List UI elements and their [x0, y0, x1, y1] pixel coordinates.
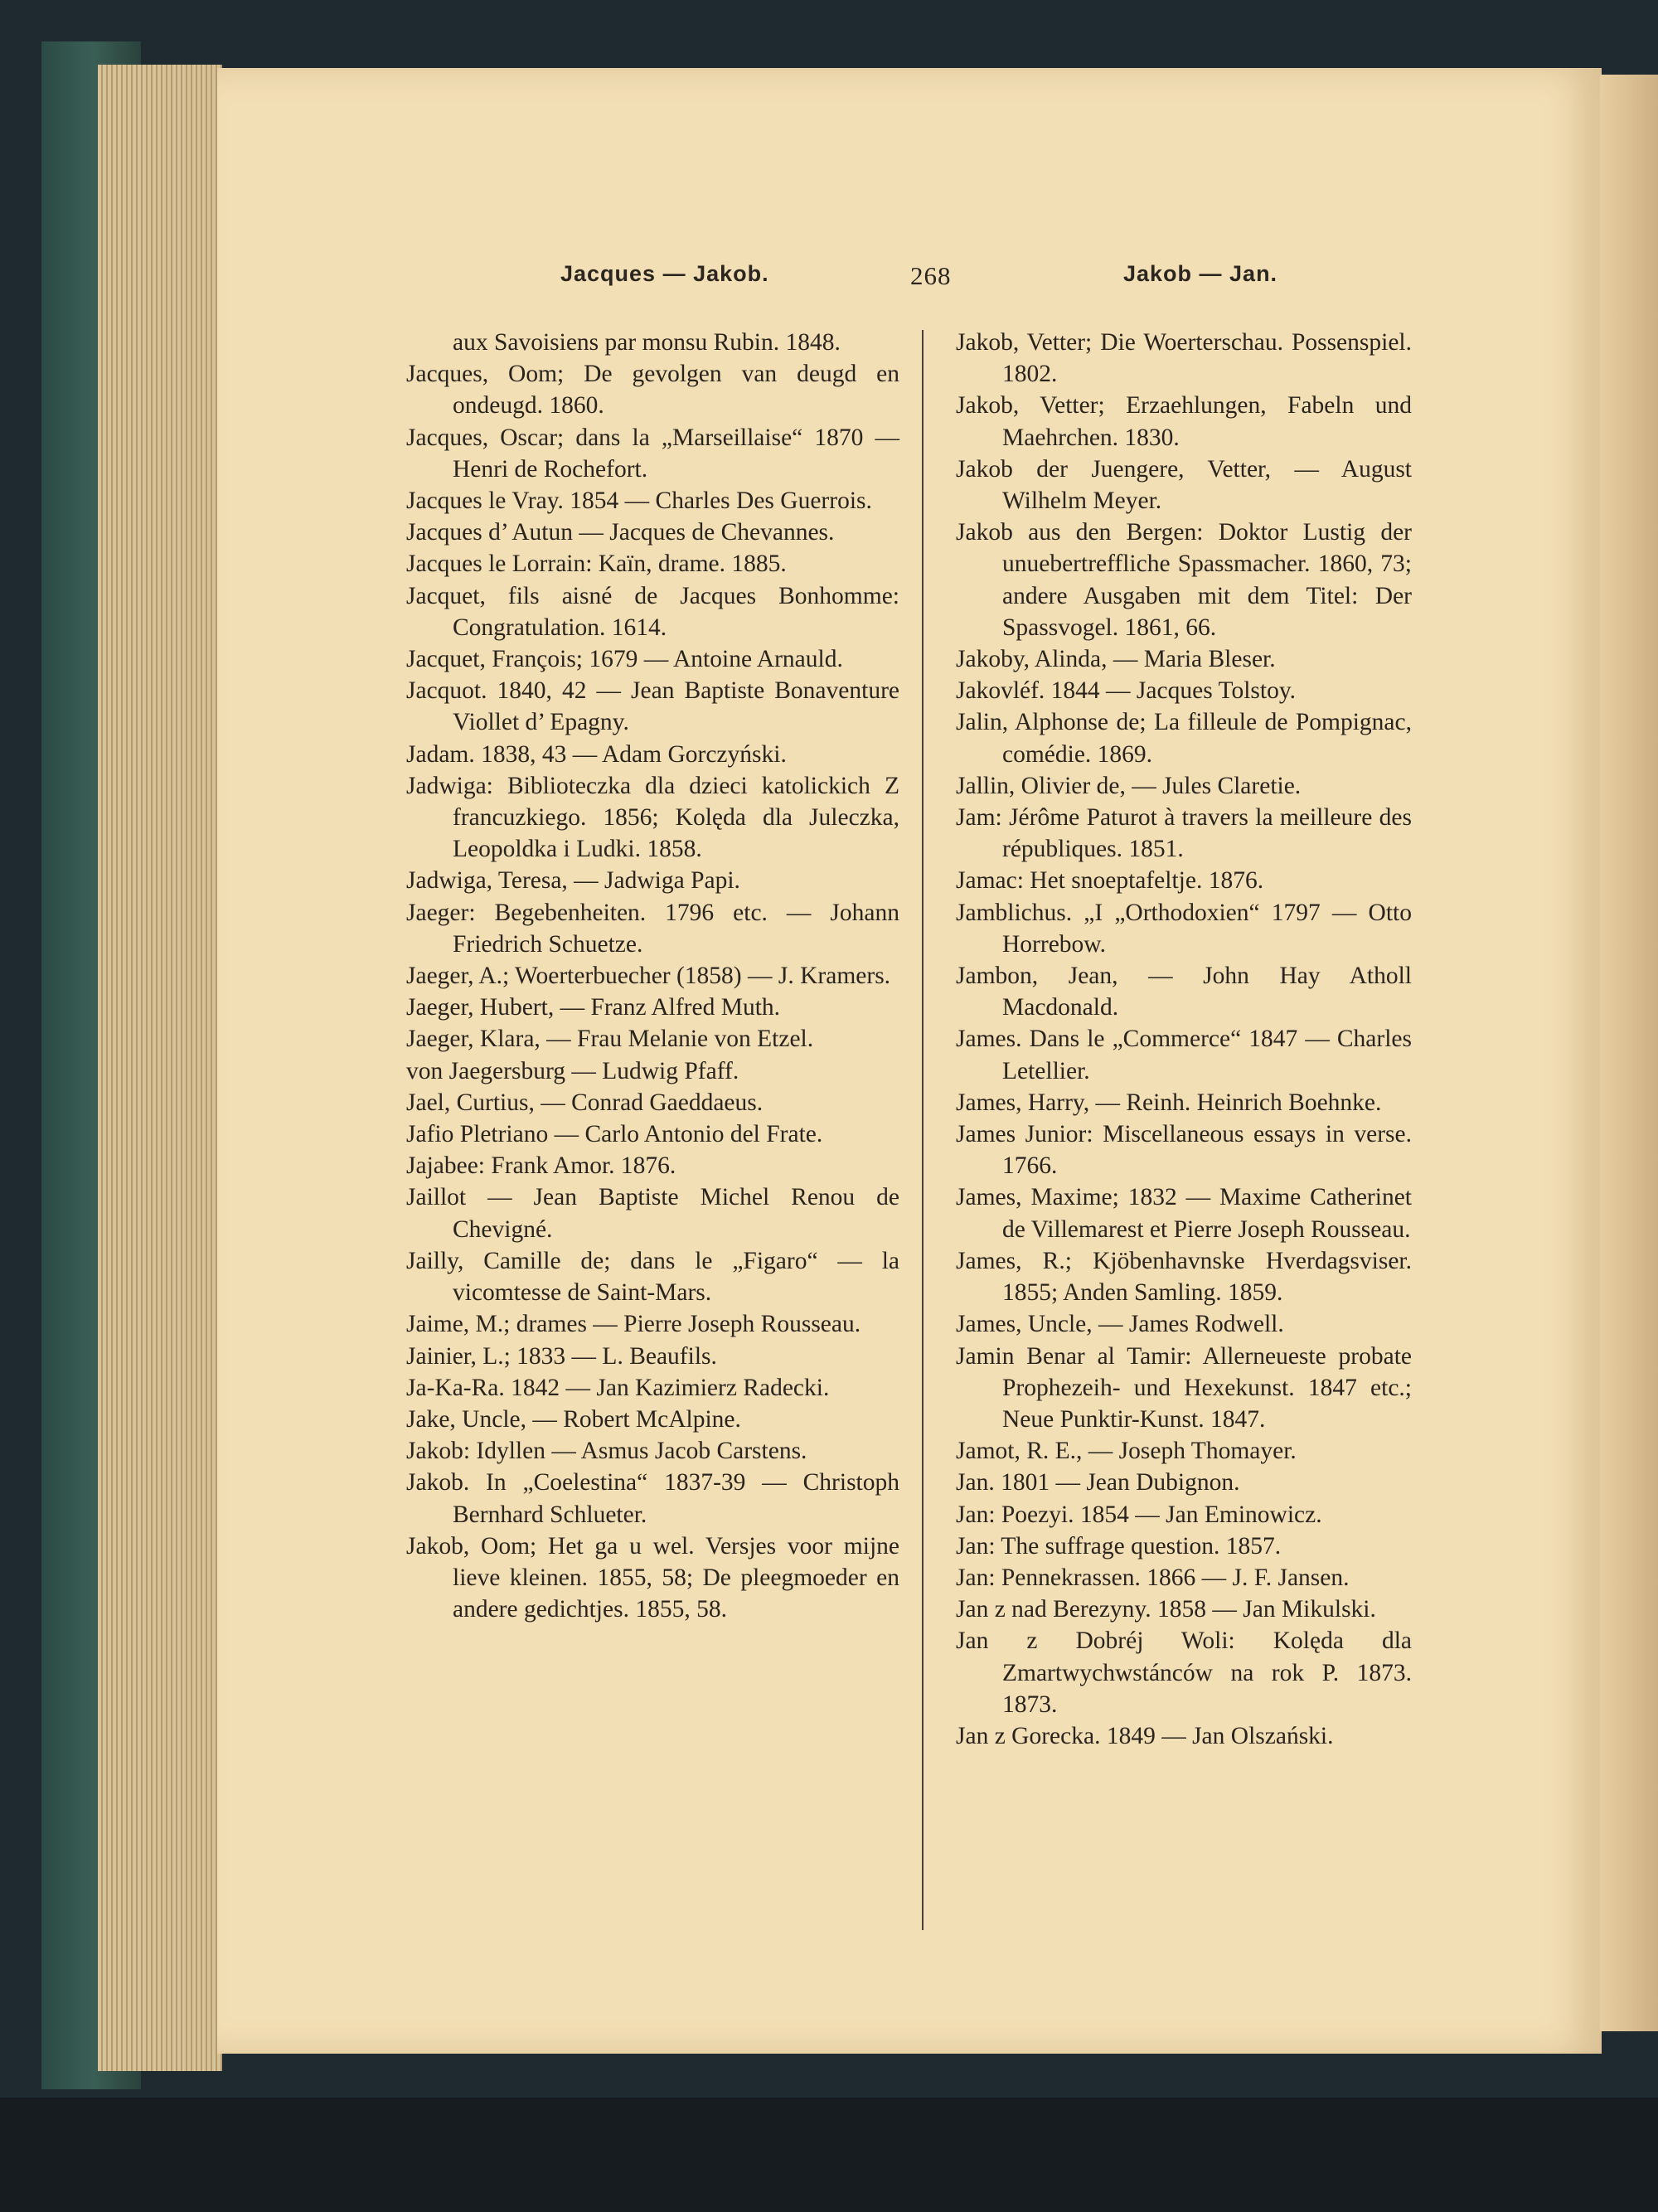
index-entry: Jael, Curtius, — Conrad Gaeddaeus. — [406, 1089, 764, 1116]
index-entry: von Jaegersburg — Ludwig Pfaff. — [406, 1057, 739, 1084]
index-entry: Jaime, M.; drames — Pierre Joseph Rousseau. — [406, 1311, 861, 1338]
index-entry: James, Maxime; 1832 — Maxime Catherinet de Villemarest et Pierre Joseph Rousseau. — [956, 1184, 1412, 1243]
index-entry: Jake, Uncle, — Robert McAlpine. — [406, 1405, 741, 1433]
index-entry: Jaeger: Begebenheiten. 1796 etc. — Johann Friedrich Schuetze. — [406, 899, 899, 958]
index-entry: Jan z Dobréj Woli: Kolęda dla Zmartwychwstánców na rok P. 1873. 1873. — [956, 1627, 1412, 1718]
column-divider — [922, 330, 924, 1930]
index-entry: Jainier, L.; 1833 — L. Beaufils. — [406, 1342, 717, 1370]
index-entry: Jakob, Vetter; Die Woerterschau. Possenspiel. 1802. — [956, 329, 1412, 388]
index-entry: Jacques d’ Autun — Jacques de Chevannes. — [406, 519, 835, 546]
index-entry: Jamin Benar al Tamir: Allerneueste probate Prophezeih- und Hexekunst. 1847 etc.; Neue Punktir-Kunst. 1847. — [956, 1342, 1412, 1433]
index-entry: Jamblichus. „I „Orthodoxien“ 1797 — Otto Horrebow. — [956, 899, 1412, 958]
index-entry: Jacques le Lorrain: Kaïn, drame. 1885. — [406, 551, 787, 578]
index-entry: Jakob. In „Coelestina“ 1837-39 — Christoph Bernhard Schlueter. — [406, 1469, 899, 1528]
index-entry: Jaeger, Klara, — Frau Melanie von Etzel. — [406, 1026, 814, 1053]
index-entry: Jafio Pletriano — Carlo Antonio del Frate. — [406, 1121, 823, 1148]
index-entry: Jacquet, fils aisné de Jacques Bonhomme: Congratulation. 1614. — [406, 582, 899, 641]
index-entry: James, Uncle, — James Rodwell. — [956, 1311, 1284, 1338]
index-entry: Jamot, R. E., — Joseph Thomayer. — [956, 1438, 1297, 1465]
index-entry: Jacques le Vray. 1854 — Charles Des Guerrois. — [406, 488, 872, 515]
right-column — [956, 327, 1412, 1752]
next-page-edge — [1600, 75, 1658, 2031]
index-entry: Jalin, Alphonse de; La filleule de Pompignac, comédie. 1869. — [956, 709, 1412, 768]
index-entry: James. Dans le „Commerce“ 1847 — Charles Letellier. — [956, 1026, 1412, 1084]
index-entry: Jakovléf. 1844 — Jacques Tolstoy. — [956, 677, 1297, 705]
index-entry: Jambon, Jean, — John Hay Atholl Macdonald. — [956, 963, 1412, 1021]
index-entry: Jadwiga, Teresa, — Jadwiga Papi. — [406, 867, 740, 895]
index-entry: Jaeger, A.; Woerterbuecher (1858) — J. Kramers. — [406, 963, 891, 990]
index-entry: Jamac: Het snoeptafeltje. 1876. — [956, 867, 1264, 895]
index-entry: Jajabee: Frank Amor. 1876. — [406, 1152, 676, 1180]
index-entry: Jallin, Olivier de, — Jules Claretie. — [956, 772, 1302, 799]
index-entry: James, Harry, — Reinh. Heinrich Boehnke. — [956, 1089, 1382, 1116]
running-header-right: Jakob — Jan. — [1123, 261, 1278, 286]
index-entry: James Junior: Miscellaneous essays in verse. 1766. — [956, 1121, 1412, 1180]
index-entry: aux Savoisiens par monsu Rubin. 1848. — [453, 329, 841, 356]
index-entry: Jakob, Vetter; Erzaehlungen, Fabeln und Maehrchen. 1830. — [956, 392, 1412, 451]
index-entry: Jakob aus den Bergen: Doktor Lustig der unuebertreffliche Spassmacher. 1860, 73; andere Ausgaben mit dem Titel: Der Spassvogel. 1861, 66. — [956, 519, 1412, 641]
index-entry: Jacquet, François; 1679 — Antoine Arnauld. — [406, 646, 843, 673]
index-entry: Jakob: Idyllen — Asmus Jacob Carstens. — [406, 1438, 807, 1465]
index-entry: Jacques, Oom; De gevolgen van deugd en ondeugd. 1860. — [406, 361, 899, 420]
index-entry: Jailly, Camille de; dans le „Figaro“ — la vicomtesse de Saint-Mars. — [406, 1247, 899, 1307]
index-entry: Jan: Pennekrassen. 1866 — J. F. Jansen. — [956, 1564, 1350, 1591]
index-entry: Jadwiga: Biblioteczka dla dzieci katolickich Z francuzkiego. 1856; Kolęda dla Juleczka, Leopoldka i Ludki. 1858. — [406, 772, 899, 863]
page-number: 268 — [910, 261, 952, 290]
index-entry: Jaeger, Hubert, — Franz Alfred Muth. — [406, 994, 781, 1021]
index-entry: Jacquot. 1840, 42 — Jean Baptiste Bonaventure Viollet d’ Epagny. — [406, 677, 899, 736]
index-entry: Jam: Jérôme Paturot à travers la meilleure des républiques. 1851. — [956, 804, 1412, 863]
index-entry: Jan: Poezyi. 1854 — Jan Eminowicz. — [956, 1501, 1322, 1528]
index-entry: Jacques, Oscar; dans la „Marseillaise“ 1870 — Henri de Rochefort. — [406, 424, 899, 483]
index-entry: James, R.; Kjöbenhavnske Hverdagsviser. 1855; Anden Samling. 1859. — [956, 1247, 1412, 1307]
index-entry: Jadam. 1838, 43 — Adam Gorczyński. — [406, 740, 787, 768]
index-entry: Jakob der Juengere, Vetter, — August Wilhelm Meyer. — [956, 455, 1412, 515]
page-stack-edges — [98, 65, 222, 2071]
index-entry: Jan. 1801 — Jean Dubignon. — [956, 1469, 1240, 1496]
index-entry: Jakob, Oom; Het ga u wel. Versjes voor mijne lieve kleinen. 1855, 58; De pleegmoeder en andere gedichtjes. 1855, 58. — [406, 1532, 899, 1623]
index-entry: Jaillot — Jean Baptiste Michel Renou de Chevigné. — [406, 1184, 899, 1243]
left-column — [406, 327, 899, 1625]
index-entry: Jan z nad Berezyny. 1858 — Jan Mikulski. — [956, 1596, 1376, 1623]
index-entry: Jan z Gorecka. 1849 — Jan Olszański. — [956, 1722, 1334, 1749]
index-entry: Jan: The suffrage question. 1857. — [956, 1532, 1282, 1560]
index-entry: Jakoby, Alinda, — Maria Bleser. — [956, 646, 1276, 673]
running-header-left: Jacques — Jakob. — [560, 261, 769, 286]
index-entry: Ja-Ka-Ra. 1842 — Jan Kazimierz Radecki. — [406, 1374, 830, 1401]
background-surface — [0, 2098, 1658, 2212]
